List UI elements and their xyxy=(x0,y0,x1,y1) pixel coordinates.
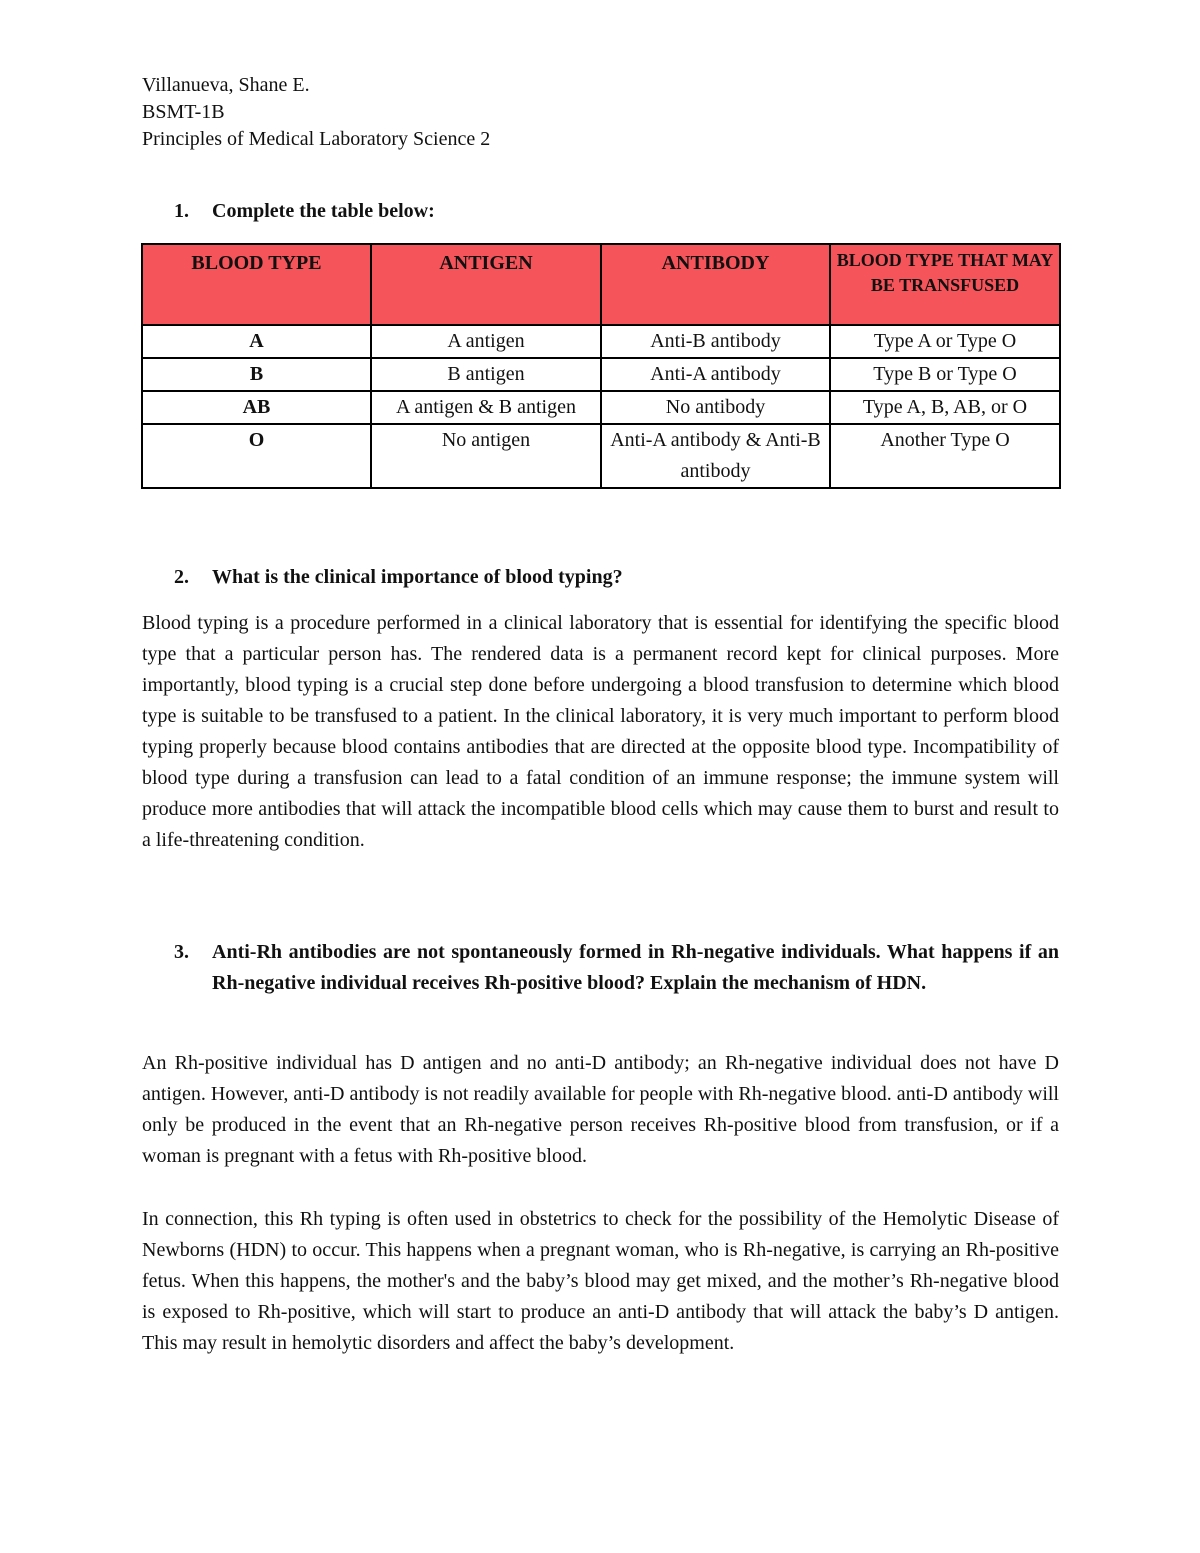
cell-blood-type: O xyxy=(142,424,371,488)
header-blood-type: BLOOD TYPE xyxy=(142,244,371,325)
cell-antibody: Anti-A antibody & Anti-B antibody xyxy=(601,424,830,488)
cell-antigen: A antigen & B antigen xyxy=(371,391,601,424)
cell-blood-type: A xyxy=(142,325,371,358)
question-2-answer: Blood typing is a procedure performed in a clinical laboratory that is essential for identifying the specific blood type that a particular person has. The rendered data is a permanent record kept for clinical purposes. More importantly, blood typing is a crucial step done before undergoing a blood transfusion to determine which blood type is suitable to be transfused to a patient. In the clinical laboratory, it is very much important to perform blood typing properly because blood contains antibodies that are directed at the opposite blood type. Incompatibility of blood type during a transfusion can lead to a fatal condition of an immune response; the immune system will produce more antibodies that will attack the incompatible blood cells which may cause them to burst and result to a life-threatening condition. xyxy=(142,612,1059,851)
header-antigen: ANTIGEN xyxy=(371,244,601,325)
cell-antibody: Anti-B antibody xyxy=(601,325,830,358)
table-row xyxy=(142,391,1060,424)
question-3-title: Anti-Rh antibodies are not spontaneously formed in Rh-negative individuals. What happens if an Rh-negative individual receives Rh-positive blood? Explain the mechanism of HDN. xyxy=(212,941,1059,994)
question-1-number: 1. xyxy=(174,200,189,222)
cell-antibody: Anti-A antibody xyxy=(601,358,830,391)
question-2-title: What is the clinical importance of blood typing? xyxy=(212,566,623,588)
cell-antibody: No antibody xyxy=(601,391,830,424)
header-transfusable-type: BLOOD TYPE THAT MAY BE TRANSFUSED xyxy=(830,244,1060,325)
question-2-heading xyxy=(174,562,1054,593)
cell-blood-type: B xyxy=(142,358,371,391)
cell-antigen: No antigen xyxy=(371,424,601,488)
cell-transfusable: Another Type O xyxy=(830,424,1060,488)
document-header xyxy=(142,72,490,153)
cell-transfusable: Type B or Type O xyxy=(830,358,1060,391)
blood-type-table xyxy=(141,243,1061,489)
course-title: Principles of Medical Laboratory Science 2 xyxy=(142,128,491,150)
cell-transfusable: Type A or Type O xyxy=(830,325,1060,358)
student-section: BSMT-1B xyxy=(142,101,225,123)
table-row xyxy=(142,325,1060,358)
question-1-heading xyxy=(174,196,1054,227)
table-row xyxy=(142,358,1060,391)
question-3-number: 3. xyxy=(174,941,189,963)
question-3-answer-paragraph-1: An Rh-positive individual has D antigen and no anti-D antibody; an Rh-negative individual does not have D antigen. However, anti-D antibody is not readily available for people with Rh-negative blood. anti-D antibody will only be produced in the event that an Rh-negative person receives Rh-positive blood from transfusion, or if a woman is pregnant with a fetus with Rh-positive blood. xyxy=(142,1052,1059,1167)
question-1-title: Complete the table below: xyxy=(212,200,435,222)
question-3-heading xyxy=(174,937,1059,999)
cell-blood-type: AB xyxy=(142,391,371,424)
question-2-number: 2. xyxy=(174,566,189,588)
table-header-row xyxy=(142,244,1060,325)
student-name: Villanueva, Shane E. xyxy=(142,74,310,96)
cell-antigen: A antigen xyxy=(371,325,601,358)
question-3-answer-paragraph-2: In connection, this Rh typing is often used in obstetrics to check for the possibility of the Hemolytic Disease of Newborns (HDN) to occur. This happens when a pregnant woman, who is Rh-negative, is carrying an Rh-positive fetus. When this happens, the mother's and the baby’s blood may get mixed, and the mother’s Rh-negative blood is exposed to Rh-positive, which will start to produce an anti-D antibody that will attack the baby’s D antigen. This may result in hemolytic disorders and affect the baby’s development. xyxy=(142,1208,1059,1354)
cell-transfusable: Type A, B, AB, or O xyxy=(830,391,1060,424)
cell-antigen: B antigen xyxy=(371,358,601,391)
table-row xyxy=(142,424,1060,488)
header-antibody: ANTIBODY xyxy=(601,244,830,325)
